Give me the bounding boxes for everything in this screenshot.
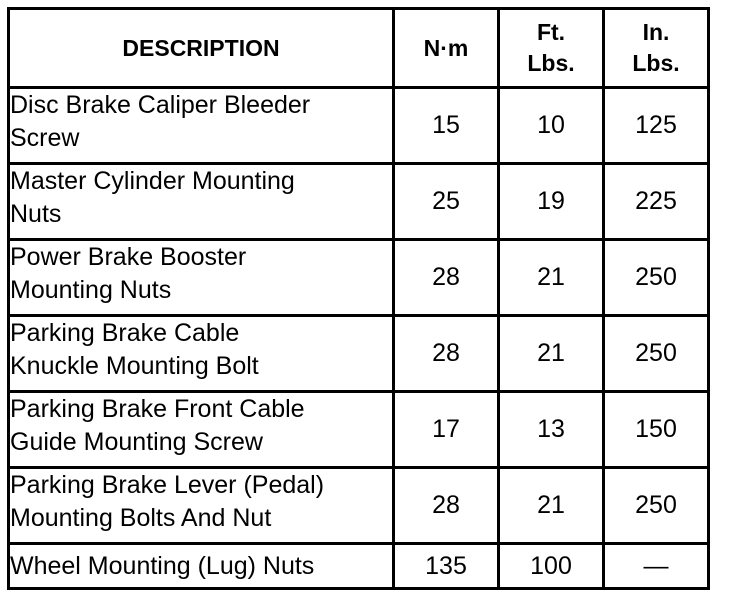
description-line: Parking Brake Front Cable	[10, 395, 305, 423]
header-in-lbs-line-2: Lbs.	[632, 50, 680, 76]
in-lbs-cell: 250	[604, 240, 709, 316]
table-row	[9, 544, 709, 589]
nm-cell: 135	[394, 544, 499, 589]
header-ft-lbs	[499, 9, 604, 88]
in-lbs-cell: 225	[604, 164, 709, 240]
ft-lbs-cell: 100	[499, 544, 604, 589]
description-line: Parking Brake Cable	[10, 319, 240, 347]
header-description: DESCRIPTION	[9, 9, 394, 88]
description-line: Master Cylinder Mounting	[10, 167, 295, 195]
description-line: Knuckle Mounting Bolt	[10, 352, 259, 380]
header-row	[9, 9, 709, 88]
description-cell	[9, 240, 394, 316]
ft-lbs-cell: 21	[499, 468, 604, 544]
ft-lbs-cell: 13	[499, 392, 604, 468]
nm-cell: 17	[394, 392, 499, 468]
description-cell	[9, 88, 394, 164]
description-line: Nuts	[10, 200, 62, 228]
nm-cell: 25	[394, 164, 499, 240]
description-cell	[9, 392, 394, 468]
header-in-lbs-line-1: In.	[642, 19, 670, 45]
description-line: Mounting Nuts	[10, 276, 172, 304]
in-lbs-cell: 250	[604, 468, 709, 544]
description-line: Parking Brake Lever (Pedal)	[10, 471, 325, 499]
ft-lbs-cell: 21	[499, 316, 604, 392]
torque-specifications-table	[7, 7, 710, 590]
header-ft-lbs-line-1: Ft.	[536, 19, 566, 45]
nm-cell: 28	[394, 468, 499, 544]
in-lbs-cell: 150	[604, 392, 709, 468]
ft-lbs-cell: 19	[499, 164, 604, 240]
table-row	[9, 392, 709, 468]
nm-cell: 28	[394, 316, 499, 392]
description-cell	[9, 544, 394, 589]
ft-lbs-cell: 21	[499, 240, 604, 316]
table-row	[9, 88, 709, 164]
in-lbs-cell: 250	[604, 316, 709, 392]
nm-cell: 28	[394, 240, 499, 316]
header-nm: N·m	[394, 9, 499, 88]
description-line: Guide Mounting Screw	[10, 428, 263, 456]
description-line: Power Brake Booster	[10, 243, 247, 271]
nm-cell: 15	[394, 88, 499, 164]
description-line: Disc Brake Caliper Bleeder	[10, 91, 311, 119]
header-in-lbs	[604, 9, 709, 88]
description-line: Wheel Mounting (Lug) Nuts	[10, 551, 315, 580]
description-cell	[9, 164, 394, 240]
description-line: Screw	[10, 124, 80, 152]
in-lbs-cell: —	[604, 544, 709, 589]
description-cell	[9, 468, 394, 544]
table-row	[9, 468, 709, 544]
description-line: Mounting Bolts And Nut	[10, 504, 272, 532]
description-cell	[9, 316, 394, 392]
ft-lbs-cell: 10	[499, 88, 604, 164]
in-lbs-cell: 125	[604, 88, 709, 164]
table-row	[9, 164, 709, 240]
table-row	[9, 240, 709, 316]
header-ft-lbs-line-2: Lbs.	[527, 50, 575, 76]
table-row	[9, 316, 709, 392]
